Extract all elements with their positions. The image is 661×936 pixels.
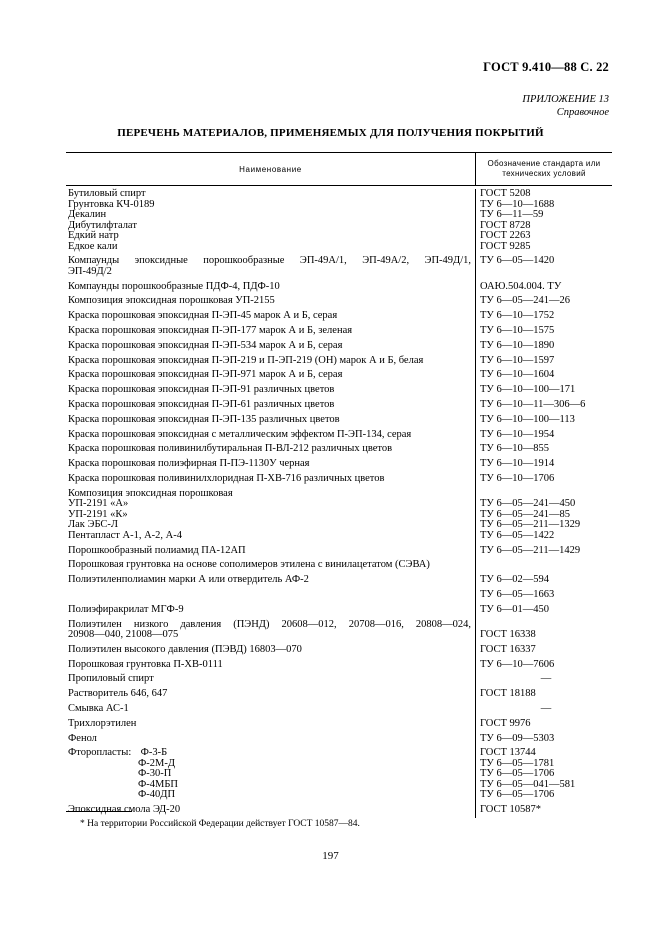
material-name: Дибутилфталат <box>68 219 137 231</box>
material-name: Порошковая грунтовка на основе сополимеров этилена с винилацетатом (СЭВА) <box>68 559 430 571</box>
table-row <box>66 645 612 656</box>
appendix-label: ПРИЛОЖЕНИЕ 13 <box>522 94 609 105</box>
material-standard: ТУ 6—10—1575 <box>480 324 555 336</box>
table-row <box>66 444 612 455</box>
material-name: Пропиловый спирт <box>68 673 154 685</box>
material-name: Порошкообразный полиамид ПА-12АП <box>68 544 246 556</box>
table-row <box>66 385 612 396</box>
material-name <box>66 590 475 601</box>
material-standard: ТУ 6—05—1422 <box>480 529 555 541</box>
material-name: Краска порошковая эпоксидная П-ЭП-135 различных цветов <box>68 413 340 425</box>
material-standard: ГОСТ 16337 <box>480 643 536 655</box>
material-standard: ТУ 6—10—1890 <box>480 339 555 351</box>
table-row <box>66 370 612 381</box>
appendix-block <box>522 93 609 119</box>
material-grade: Ф-4МБП <box>138 778 178 790</box>
document-title: ПЕРЕЧЕНЬ МАТЕРИАЛОВ, ПРИМЕНЯЕМЫХ ДЛЯ ПОЛУЧЕНИЯ ПОКРЫТИЙ <box>117 127 544 139</box>
table-row <box>66 231 612 242</box>
material-standard: ГОСТ 16338 <box>480 629 536 641</box>
material-standard: ТУ 6—11—59 <box>480 209 544 220</box>
appendix-note: Справочное <box>556 107 609 118</box>
material-name: Компаунды порошкообразные ПДФ-4, ПДФ-10 <box>68 280 280 292</box>
material-name: Порошковая грунтовка П-ХВ-0111 <box>68 658 223 670</box>
material-standard: ТУ 6—10—100—113 <box>480 413 575 425</box>
group-heading: Композиция эпоксидная порошковая <box>68 487 233 499</box>
material-grade: Ф-30-П <box>138 768 172 780</box>
table-row <box>66 805 612 818</box>
material-name: Декалин <box>68 209 107 220</box>
table-body <box>66 189 612 818</box>
material-name <box>66 256 475 277</box>
table-row <box>66 734 612 745</box>
material-name: Фенол <box>68 732 97 744</box>
footnote-divider <box>66 811 132 812</box>
material-grade: Ф-2М-Д <box>138 757 176 769</box>
material-standard: ТУ 6—05—241—450 <box>480 498 576 510</box>
material-name: Композиция эпоксидная порошковая УП-2155 <box>68 295 275 307</box>
table-row <box>66 560 612 571</box>
material-standard: ТУ 6—10—7606 <box>480 658 555 670</box>
table-row <box>66 430 612 441</box>
material-standard: ТУ 6—01—450 <box>480 603 549 615</box>
material-standard: ТУ 6—02—594 <box>480 574 549 586</box>
material-name: Едкий натр <box>68 230 119 241</box>
material-name: Краска порошковая эпоксидная П-ЭП-534 марок А и Б, серая <box>68 339 343 351</box>
material-standard: ТУ 6—05—041—581 <box>480 778 576 790</box>
group-heading: Фторопласты: <box>68 747 132 759</box>
material-name: Краска порошковая поливинилбутиральная П-ВЛ-212 различных цветов <box>68 443 393 455</box>
table-row <box>66 704 612 715</box>
material-name: Краска порошковая эпоксидная П-ЭП-177 марок А и Б, зеленая <box>68 324 353 336</box>
table-row <box>66 590 612 601</box>
table-row <box>66 719 612 730</box>
table-row <box>66 459 612 470</box>
table-row <box>66 605 612 616</box>
material-name: Эпоксидная смола ЭД-20 <box>68 804 181 816</box>
table-row <box>66 546 612 557</box>
material-standard: ТУ 6—05—1420 <box>480 255 555 267</box>
table-row <box>66 210 612 221</box>
material-standard: ТУ 6—10—100—171 <box>480 384 576 396</box>
material-name: УП-2191 «К» <box>68 508 128 520</box>
table-row <box>66 689 612 700</box>
material-standard: ТУ 6—10—1604 <box>480 369 555 381</box>
material-name: Полиэфиракрилат МГФ-9 <box>68 603 184 615</box>
table-row <box>66 341 612 352</box>
table-header <box>66 152 612 186</box>
material-standard: ТУ 6—05—1663 <box>480 588 555 600</box>
material-grade: Ф-40ДП <box>138 789 176 801</box>
table-row <box>66 531 612 542</box>
material-name: Краска порошковая эпоксидная П-ЭП-45 марок А и Б, серая <box>68 310 338 322</box>
column-header-name: Наименование <box>239 164 302 174</box>
material-standard: ТУ 6—05—241—85 <box>480 508 570 520</box>
material-name-line: 20908—040, 21008—075 <box>68 629 179 641</box>
material-standard <box>475 560 612 571</box>
material-standard: ТУ 6—05—211—1429 <box>480 544 581 556</box>
material-name: Трихлорэтилен <box>68 717 137 729</box>
material-standard: ГОСТ 5208 <box>480 188 531 199</box>
material-standard: ГОСТ 18188 <box>480 688 536 700</box>
material-name <box>66 620 475 641</box>
table-row <box>66 326 612 337</box>
material-standard: ГОСТ 13744 <box>480 747 536 759</box>
table-row <box>66 400 612 411</box>
table-row <box>66 660 612 671</box>
table-row <box>66 620 612 641</box>
material-name: Лак ЭБС-Л <box>68 519 119 531</box>
material-name: Краска порошковая эпоксидная П-ЭП-91 различных цветов <box>68 384 335 396</box>
table-row <box>66 415 612 426</box>
material-standard: ТУ 6—10—1954 <box>480 428 555 440</box>
material-name: Растворитель 646, 647 <box>68 688 168 700</box>
table-row <box>66 189 612 200</box>
material-standard: ТУ 6—05—211—1329 <box>480 519 581 531</box>
material-standard: ТУ 6—05—241—26 <box>480 295 570 307</box>
material-name: Едкое кали <box>68 240 118 252</box>
material-name-line: Полиэтилен низкого давления (ПЭНД) 20608—012, 20708—016, 20808—024, <box>68 618 471 630</box>
table-row <box>66 575 612 586</box>
material-name: Полиэтилен высокого давления (ПЭВД) 16803—070 <box>68 643 302 655</box>
table-row <box>66 790 612 801</box>
material-standard: ТУ 6—10—1597 <box>480 354 555 366</box>
material-standard: ТУ 6—10—1706 <box>480 472 555 484</box>
material-name-line: ЭП-49Д/2 <box>68 265 112 277</box>
footnote: * На территории Российской Федерации действует ГОСТ 10587—84. <box>80 819 360 829</box>
table-row <box>66 474 612 485</box>
material-name: Краска порошковая эпоксидная П-ЭП-61 различных цветов <box>68 398 335 410</box>
materials-table <box>66 152 612 818</box>
material-standard: ОАЮ.504.004. ТУ <box>480 280 562 292</box>
material-standard: ГОСТ 10587* <box>480 804 542 816</box>
column-header-standard: Обозначение стандарта или технических условий <box>475 153 612 185</box>
material-name: Краска порошковая полиэфирная П-ПЭ-1130У черная <box>68 458 310 470</box>
material-standard: ГОСТ 9285 <box>480 240 531 252</box>
material-standard: — <box>540 673 552 685</box>
material-standard: ТУ 6—09—5303 <box>480 732 555 744</box>
material-standard: ТУ 6—10—855 <box>480 443 549 455</box>
material-name: Грунтовка КЧ-0189 <box>68 198 155 210</box>
material-standard: ТУ 6—05—1781 <box>480 757 555 769</box>
material-standard: ТУ 6—05—1706 <box>480 789 555 801</box>
material-name: Краска порошковая эпоксидная П-ЭП-971 марок А и Б, серая <box>68 369 343 381</box>
page-header: ГОСТ 9.410—88 С. 22 <box>483 60 609 74</box>
material-name: Краска порошковая поливинилхлоридная П-ХВ-716 различных цветов <box>68 472 385 484</box>
material-standard: ТУ 6—10—11—306—6 <box>480 398 586 410</box>
material-grade: Ф-3-Б <box>140 747 168 759</box>
material-standard: — <box>540 703 552 715</box>
material-name: Краска порошковая эпоксидная с металлическим эффектом П-ЭП-134, серая <box>68 428 412 440</box>
material-standard: ТУ 6—10—1914 <box>480 458 555 470</box>
material-name-line: Компаунды эпоксидные порошкообразные ЭП-49А/1, ЭП-49А/2, ЭП-49Д/1, <box>68 255 471 267</box>
material-standard: ТУ 6—05—1706 <box>480 768 555 780</box>
material-name: Полиэтиленполиамин марки А или отвердитель АФ-2 <box>68 574 309 586</box>
material-standard: ТУ 6—10—1752 <box>480 310 555 322</box>
table-row <box>66 296 612 307</box>
material-standard: ТУ 6—10—1688 <box>480 198 555 210</box>
table-row <box>66 282 612 293</box>
table-row <box>66 242 612 253</box>
table-row <box>66 311 612 322</box>
table-row <box>66 356 612 367</box>
material-name: УП-2191 «А» <box>68 498 129 510</box>
material-name: Краска порошковая эпоксидная П-ЭП-219 и П-ЭП-219 (ОН) марок А и Б, белая <box>68 354 424 366</box>
material-name: Пентапласт А-1, А-2, А-4 <box>68 529 182 541</box>
material-standard: ГОСТ 8728 <box>480 219 531 231</box>
material-name: Смывка АС-1 <box>68 703 129 715</box>
table-row <box>66 256 612 277</box>
material-standard: ГОСТ 2263 <box>480 230 531 241</box>
material-standard: ГОСТ 9976 <box>480 717 531 729</box>
material-name <box>66 748 475 759</box>
table-row <box>66 674 612 685</box>
material-name: Бутиловый спирт <box>68 188 146 199</box>
page-number: 197 <box>322 850 339 862</box>
